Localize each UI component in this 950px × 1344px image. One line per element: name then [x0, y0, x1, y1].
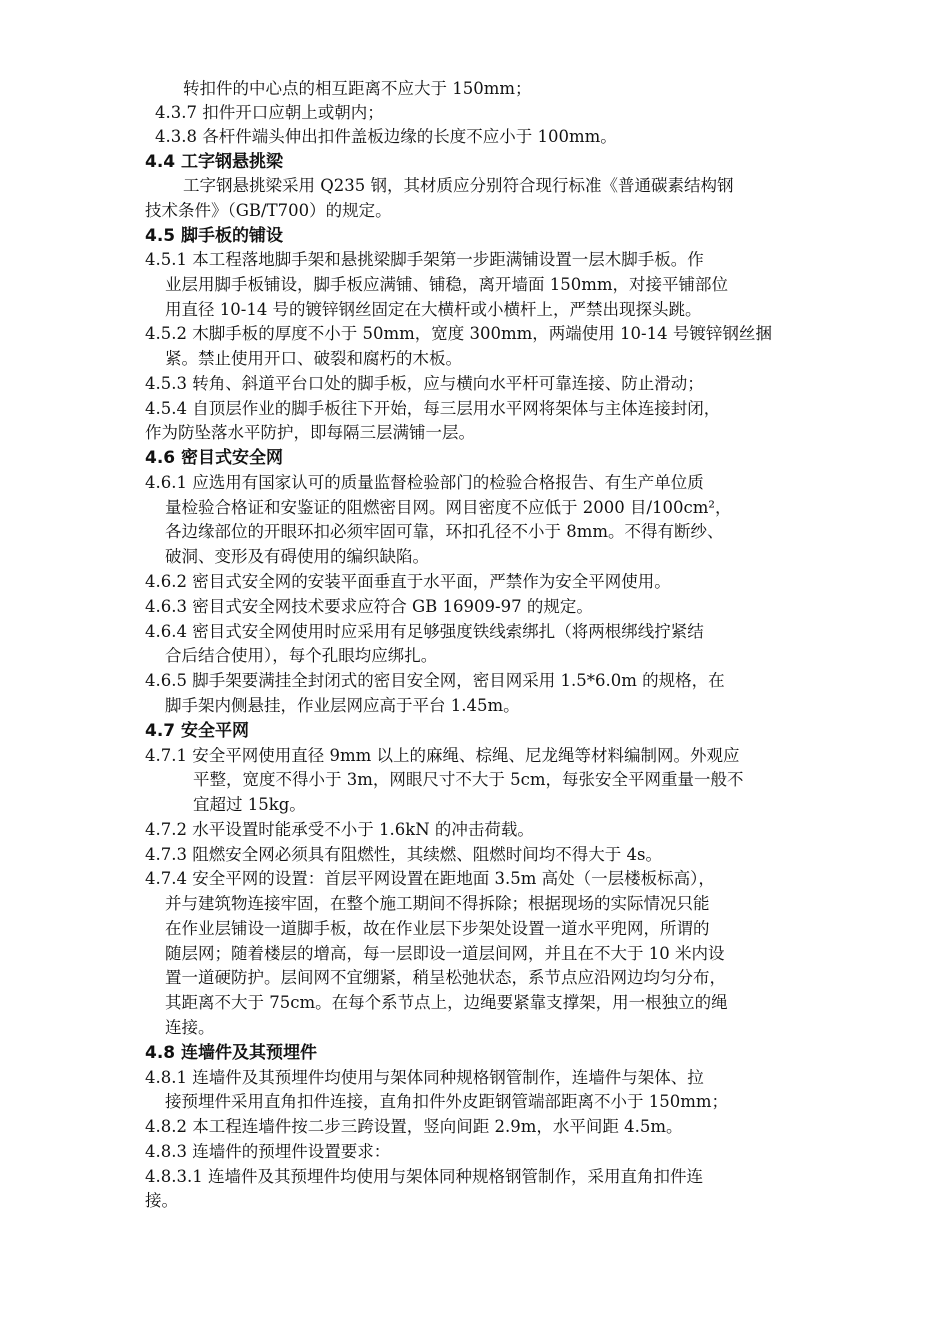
text-line: 4.6.3 密目式安全网技术要求应符合 GB 16909-97 的规定。 [145, 597, 593, 616]
text-line: 4.8.1 连墙件及其预埋件均使用与架体同种规格钢管制作，连墙件与架体、拉 [145, 1068, 704, 1087]
text-line: 破洞、变形及有碍使用的编织缺陷。 [165, 547, 429, 566]
text-line: 业层用脚手板铺设，脚手板应满铺、铺稳，离开墙面 150mm，对接平铺部位 [165, 275, 729, 294]
text-line: 4.3.7 扣件开口应朝上或朝内； [155, 103, 384, 122]
text-line: 4.5.2 木脚手板的厚度不小于 50mm，宽度 300mm，两端使用 10-14 号镀锌钢丝捆 [145, 324, 772, 343]
section-heading: 4.8 连墙件及其预埋件 [145, 1043, 318, 1063]
text-line: 用直径 10-14 号的镀锌钢丝固定在大横杆或小横杆上，严禁出现探头跳。 [165, 300, 702, 319]
text-line: 紧。禁止使用开口、破裂和腐朽的木板。 [165, 349, 462, 368]
text-line: 4.6.2 密目式安全网的安装平面垂直于水平面，严禁作为安全平网使用。 [145, 572, 671, 591]
text-line: 4.3.8 各杆件端头伸出扣件盖板边缘的长度不应小于 100mm。 [155, 127, 617, 146]
section-heading: 4.5 脚手板的铺设 [145, 226, 284, 246]
text-line: 4.8.3.1 连墙件及其预埋件均使用与架体同种规格钢管制作，采用直角扣件连 [145, 1167, 703, 1186]
text-line: 4.6.4 密目式安全网使用时应采用有足够强度铁线索绑扎（将两根绑线拧紧结 [145, 622, 704, 641]
text-line: 合后结合使用），每个孔眼均应绑扎。 [165, 646, 438, 665]
text-line: 脚手架内侧悬挂，作业层网应高于平台 1.45m。 [165, 696, 520, 715]
text-line: 4.5.4 自顶层作业的脚手板往下开始，每三层用水平网将架体与主体连接封闭， [145, 399, 721, 418]
text-line: 接预埋件采用直角扣件连接，直角扣件外皮距钢管端部距离不小于 150mm； [165, 1092, 729, 1111]
section-heading: 4.6 密目式安全网 [145, 448, 284, 468]
text-line: 4.7.2 水平设置时能承受不小于 1.6kN 的冲击荷载。 [145, 820, 534, 839]
text-line: 置一道硬防护。层间网不宜绷紧，稍呈松弛状态，系节点应沿网边均匀分布， [165, 968, 726, 987]
text-line: 4.6.1 应选用有国家认可的质量监督检验部门的检验合格报告、有生产单位质 [145, 473, 704, 492]
text-line: 连接。 [165, 1018, 215, 1037]
text-line: 4.8.2 本工程连墙件按二步三跨设置，竖向间距 2.9m，水平间距 4.5m。 [145, 1117, 683, 1136]
section-heading: 4.4 工字钢悬挑梁 [145, 152, 284, 172]
text-line: 各边缘部位的开眼环扣必须牢固可靠，环扣孔径不小于 8mm。不得有断纱、 [165, 522, 724, 541]
text-line: 工字钢悬挑梁采用 Q235 钢，其材质应分别符合现行标准《普通碳素结构钢 [183, 176, 734, 195]
text-line: 随层网；随着楼层的增高，每一层即设一道层间网，并且在不大于 10 米内设 [165, 944, 725, 963]
text-line: 4.7.3 阻燃安全网必须具有阻燃性，其续燃、阻燃时间均不得大于 4s。 [145, 845, 662, 864]
text-line: 作为防坠落水平防护，即每隔三层满铺一层。 [145, 423, 475, 442]
text-line: 平整，宽度不得小于 3m，网眼尺寸不大于 5cm，每张安全平网重量一般不 [193, 770, 744, 789]
text-line: 在作业层铺设一道脚手板，故在作业层下步架处设置一道水平兜网，所谓的 [165, 919, 710, 938]
text-line: 技术条件》（GB/T700）的规定。 [145, 201, 392, 220]
text-line: 4.5.3 转角、斜道平台口处的脚手板，应与横向水平杆可靠连接、防止滑动； [145, 374, 704, 393]
text-line: 4.7.1 安全平网使用直径 9mm 以上的麻绳、棕绳、尼龙绳等材料编制网。外观应 [145, 746, 740, 765]
text-line: 并与建筑物连接牢固，在整个施工期间不得拆除；根据现场的实际情况只能 [165, 894, 710, 913]
text-line: 宜超过 15kg。 [193, 795, 306, 814]
text-line: 4.5.1 本工程落地脚手架和悬挑梁脚手架第一步距满铺设置一层木脚手板。作 [145, 250, 704, 269]
text-line: 4.7.4 安全平网的设置：首层平网设置在距地面 3.5m 高处（一层楼板标高）， [145, 869, 715, 888]
text-line: 接。 [145, 1191, 178, 1210]
text-line: 转扣件的中心点的相互距离不应大于 150mm； [183, 79, 532, 98]
text-line: 4.8.3 连墙件的预埋件设置要求： [145, 1142, 391, 1161]
section-heading: 4.7 安全平网 [145, 721, 250, 741]
text-line: 其距离不大于 75cm。在每个系节点上，边绳要紧靠支撑架，用一根独立的绳 [165, 993, 728, 1012]
text-line: 量检验合格证和安鉴证的阻燃密目网。网目密度不应低于 2000 目/100cm²， [165, 498, 732, 517]
text-line: 4.6.5 脚手架要满挂全封闭式的密目安全网，密目网采用 1.5*6.0m 的规格，在 [145, 671, 725, 690]
